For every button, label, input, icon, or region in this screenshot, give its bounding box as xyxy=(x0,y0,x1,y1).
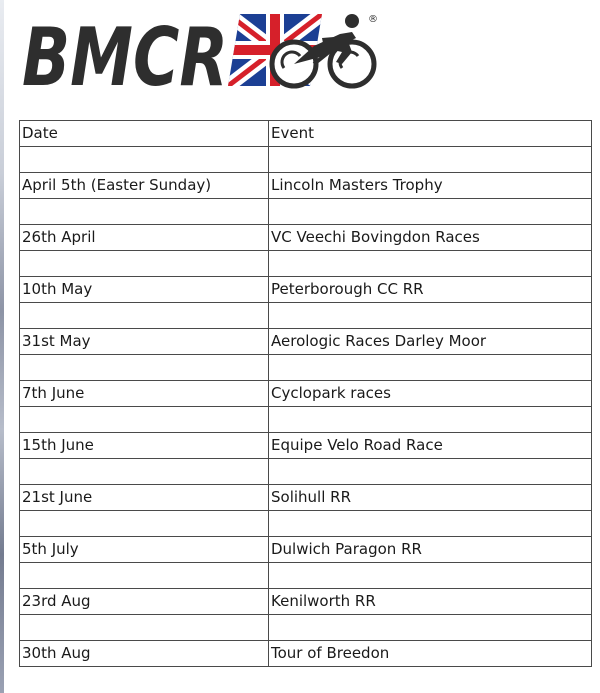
table-row xyxy=(20,173,592,199)
date-cell: 7th June xyxy=(20,381,269,407)
event-cell xyxy=(269,459,592,485)
date-cell: 21st June xyxy=(20,485,269,511)
table-row xyxy=(20,615,592,641)
table-row xyxy=(20,303,592,329)
event-column-header: Event xyxy=(269,121,592,147)
table-header-row xyxy=(20,121,592,147)
table-row xyxy=(20,251,592,277)
table-row xyxy=(20,199,592,225)
event-cell xyxy=(269,355,592,381)
event-cell: Aerologic Races Darley Moor xyxy=(269,329,592,355)
table-row xyxy=(20,355,592,381)
event-cell: Kenilworth RR xyxy=(269,589,592,615)
event-cell xyxy=(269,199,592,225)
events-table xyxy=(19,120,592,667)
event-cell: VC Veechi Bovingdon Races xyxy=(269,225,592,251)
date-cell: 15th June xyxy=(20,433,269,459)
event-cell xyxy=(269,251,592,277)
logo-text: BMCR xyxy=(22,11,228,92)
date-cell xyxy=(20,459,269,485)
event-cell: Solihull RR xyxy=(269,485,592,511)
event-cell xyxy=(269,563,592,589)
date-cell xyxy=(20,511,269,537)
date-cell: 26th April xyxy=(20,225,269,251)
event-cell: Peterborough CC RR xyxy=(269,277,592,303)
table-row xyxy=(20,147,592,173)
date-cell: 23rd Aug xyxy=(20,589,269,615)
event-cell: Dulwich Paragon RR xyxy=(269,537,592,563)
date-cell: 10th May xyxy=(20,277,269,303)
date-cell: 31st May xyxy=(20,329,269,355)
date-cell xyxy=(20,251,269,277)
table-row xyxy=(20,485,592,511)
date-cell: April 5th (Easter Sunday) xyxy=(20,173,269,199)
table-row xyxy=(20,511,592,537)
table-row xyxy=(20,407,592,433)
table-row xyxy=(20,225,592,251)
event-cell xyxy=(269,303,592,329)
table-row xyxy=(20,433,592,459)
window-edge xyxy=(0,0,4,693)
event-cell xyxy=(269,407,592,433)
table-row xyxy=(20,563,592,589)
event-cell: Cyclopark races xyxy=(269,381,592,407)
date-cell xyxy=(20,563,269,589)
event-cell: Tour of Breedon xyxy=(269,641,592,667)
table-row xyxy=(20,537,592,563)
event-cell: Lincoln Masters Trophy xyxy=(269,173,592,199)
event-cell xyxy=(269,147,592,173)
registered-mark: ® xyxy=(368,14,378,25)
date-cell xyxy=(20,199,269,225)
date-cell xyxy=(20,407,269,433)
event-cell: Equipe Velo Road Race xyxy=(269,433,592,459)
date-column-header: Date xyxy=(20,121,269,147)
date-cell: 30th Aug xyxy=(20,641,269,667)
date-cell xyxy=(20,303,269,329)
table-row xyxy=(20,329,592,355)
table-row xyxy=(20,459,592,485)
table-row xyxy=(20,277,592,303)
table-row xyxy=(20,381,592,407)
date-cell xyxy=(20,355,269,381)
event-cell xyxy=(269,615,592,641)
event-cell xyxy=(269,511,592,537)
date-cell xyxy=(20,147,269,173)
table-row xyxy=(20,589,592,615)
bmcr-logo xyxy=(22,8,382,92)
date-cell: 5th July xyxy=(20,537,269,563)
table-row xyxy=(20,641,592,667)
date-cell xyxy=(20,615,269,641)
